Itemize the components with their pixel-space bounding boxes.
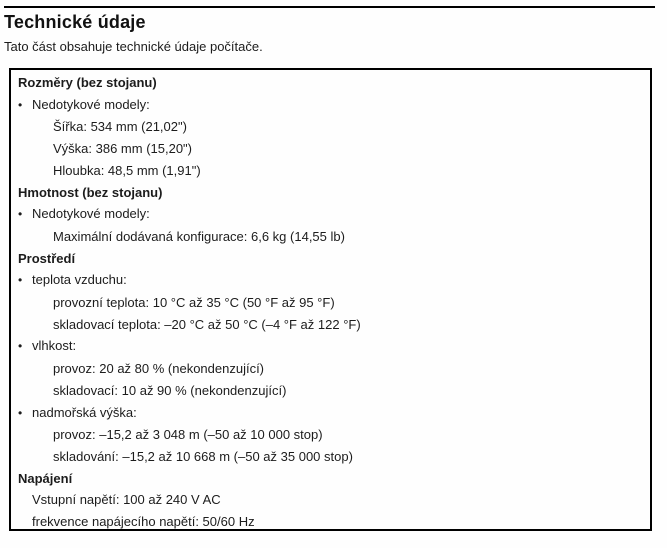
bullet-icon: • xyxy=(18,97,23,112)
spec-detail-line: Šířka: 534 mm (21,02") xyxy=(53,119,187,135)
spec-bullet-item xyxy=(18,203,642,226)
bullet-icon: • xyxy=(18,273,23,288)
spec-detail-line: skladovací: 10 až 90 % (nekondenzující) xyxy=(53,382,287,398)
spec-detail-line: Vstupní napětí: 100 až 240 V AC xyxy=(32,492,221,508)
intro-text: Tato část obsahuje technické údaje počítače. xyxy=(4,39,263,54)
bullet-icon: • xyxy=(18,339,23,354)
spec-detail-line: Hloubka: 48,5 mm (1,91") xyxy=(53,162,201,178)
spec-detail-line: frekvence napájecího napětí: 50/60 Hz xyxy=(32,514,255,530)
spec-detail-line: skladovací teplota: –20 °C až 50 °C (–4 °F až 122 °F) xyxy=(53,316,361,332)
spec-section-heading: Rozměry (bez stojanu) xyxy=(18,75,157,90)
spec-bullet-label: Nedotykové modely: xyxy=(32,206,150,222)
spec-detail-line: skladování: –15,2 až 10 668 m (–50 až 35 000 stop) xyxy=(53,448,353,464)
bullet-icon: • xyxy=(18,207,23,222)
spec-section-heading: Napájení xyxy=(18,470,73,486)
spec-detail-line: provozní teplota: 10 °C až 35 °C (50 °F až 95 °F) xyxy=(53,295,335,311)
spec-bullet-label: Nedotykové modely: xyxy=(32,96,150,112)
spec-bullet-item xyxy=(18,269,642,292)
spec-section-heading: Hmotnost (bez stojanu) xyxy=(18,184,163,200)
spec-bullet-label: vlhkost: xyxy=(32,338,77,354)
page-title: Technické údaje xyxy=(4,12,146,32)
spec-bullet-item xyxy=(18,94,642,117)
spec-detail-line: provoz: 20 až 80 % (nekondenzující) xyxy=(53,361,265,377)
title-rule xyxy=(4,6,655,8)
spec-bullet-label: teplota vzduchu: xyxy=(32,272,127,288)
spec-bullet-item xyxy=(18,402,642,425)
bullet-icon: • xyxy=(18,405,23,420)
spec-bullet-item xyxy=(18,335,642,358)
spec-bullet-label: nadmořská výška: xyxy=(32,404,137,420)
spec-detail-line: Maximální dodávaná konfigurace: 6,6 kg (14,55 lb) xyxy=(53,228,345,244)
spec-box xyxy=(9,68,652,531)
spec-detail-line: Výška: 386 mm (15,20") xyxy=(53,141,193,157)
spec-section-heading: Prostředí xyxy=(18,250,76,266)
spec-detail-line: provoz: –15,2 až 3 048 m (–50 až 10 000 stop) xyxy=(53,427,323,443)
